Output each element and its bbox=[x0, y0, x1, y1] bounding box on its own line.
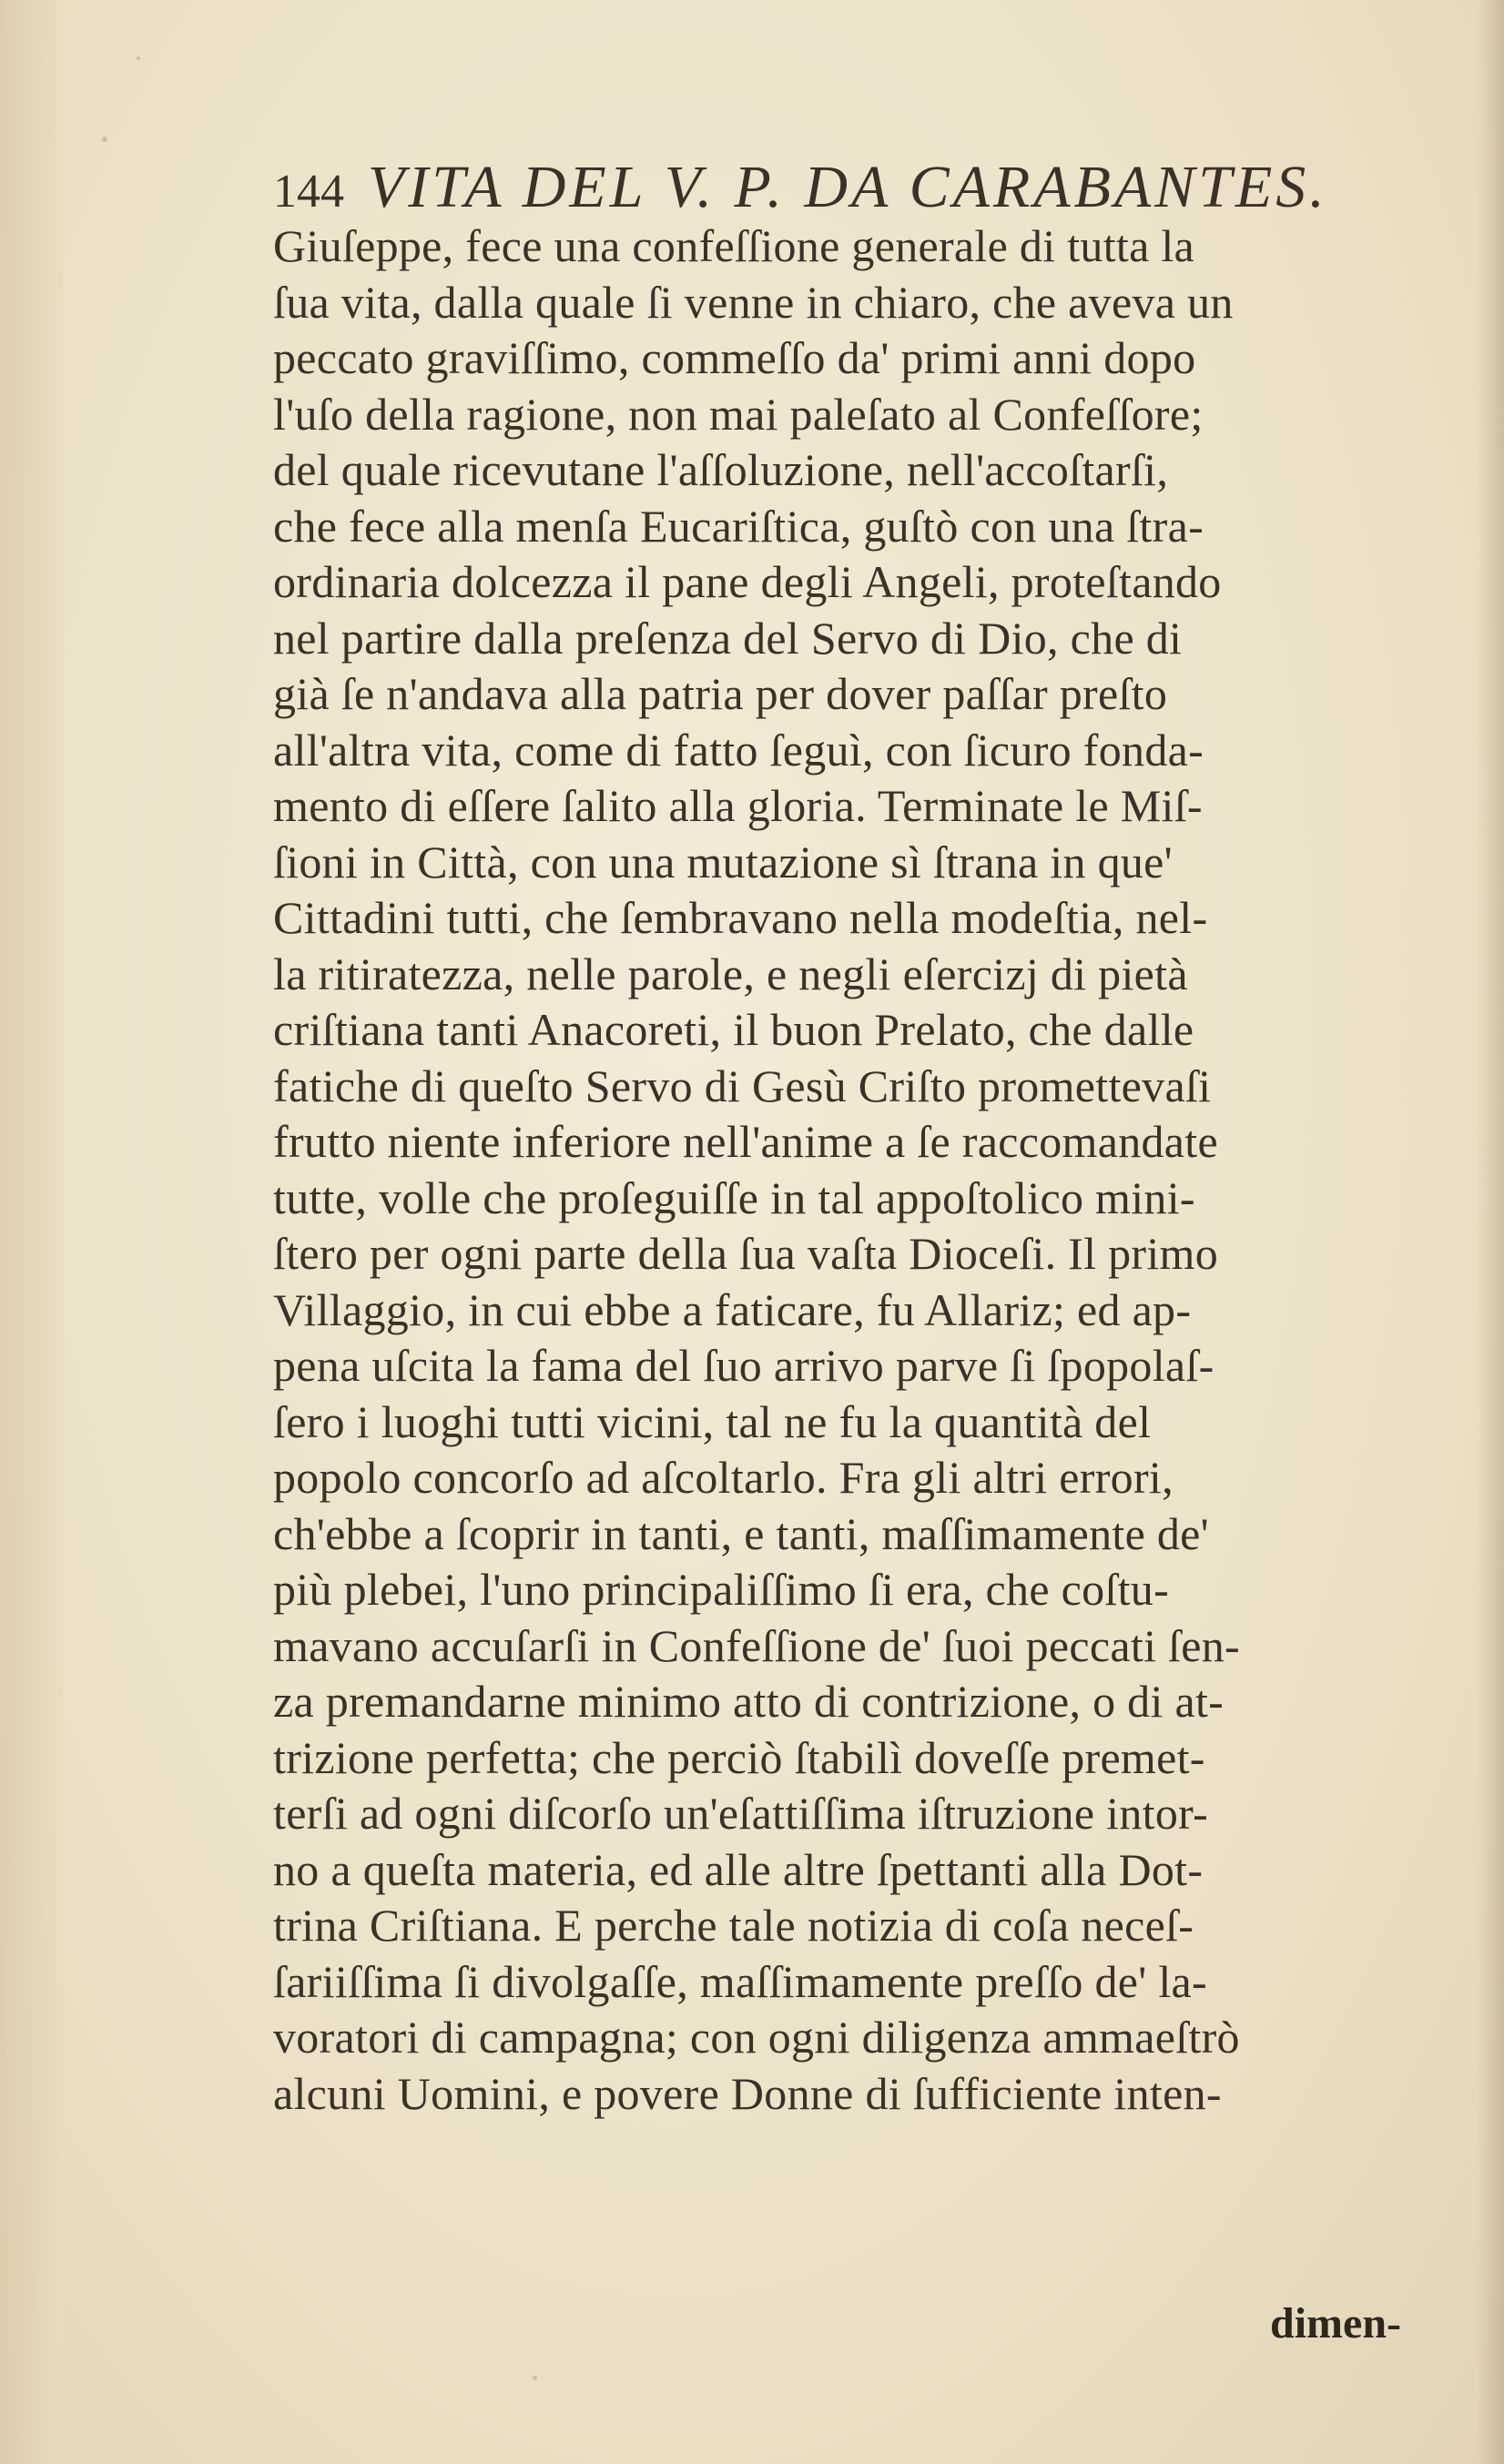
text-line: voratori di campagna; con ogni diligenza ammaeſtrò bbox=[273, 2012, 1240, 2063]
text-line: alcuni Uomini, e povere Donne di ſufficiente inten- bbox=[273, 2067, 1222, 2119]
text-line: più plebei, l'uno principaliſſimo ſi era, che coſtu- bbox=[273, 1564, 1170, 1615]
text-line: ch'ebbe a ſcoprir in tanti, e tanti, maſſimamente de' bbox=[273, 1507, 1209, 1559]
text-line: mavano accuſarſi in Confeſſione de' ſuoi peccati ſen- bbox=[273, 1619, 1240, 1671]
catchword: dimen- bbox=[1270, 2299, 1401, 2347]
page-header bbox=[273, 153, 1484, 220]
text-line: Villaggio, in cui ebbe a faticare, fu Allariz; ed ap- bbox=[273, 1283, 1192, 1335]
text-line: peccato graviſſimo, commeſſo da' primi anni dopo bbox=[273, 332, 1196, 383]
text-line: ſua vita, dalla quale ſi venne in chiaro, che aveva un bbox=[273, 276, 1234, 328]
text-line: popolo concorſo ad aſcoltarlo. Fra gli altri errori, bbox=[273, 1452, 1174, 1503]
text-line: l'uſo della ragione, non mai paleſato al Confeſſore; bbox=[273, 388, 1204, 440]
text-line: fatiche di queſto Servo di Gesù Criſto promettevaſi bbox=[273, 1060, 1212, 1111]
text-line: ſioni in Città, con una mutazione sì ſtrana in que' bbox=[273, 836, 1173, 887]
paper-speck bbox=[533, 2376, 537, 2380]
page-number: 144 bbox=[273, 166, 344, 218]
text-line: ſtero per ogni parte della ſua vaſta Dioceſi. Il primo bbox=[273, 1228, 1219, 1279]
text-line: za premandarne minimo atto di contrizione, o di at- bbox=[273, 1676, 1225, 1727]
text-line: nel partire dalla preſenza del Servo di Dio, che di bbox=[273, 612, 1183, 664]
text-line: pena uſcita la fama del ſuo arrivo parve ſi ſpopolaſ- bbox=[273, 1340, 1214, 1391]
text-line: Giuſeppe, fece una confeſſione generale di tutta la bbox=[273, 220, 1195, 271]
text-line: frutto niente inferiore nell'anime a ſe raccomandate bbox=[273, 1116, 1218, 1167]
body-text bbox=[273, 218, 1484, 2122]
text-line: terſi ad ogni diſcorſo un'eſattiſſima iſtruzione intor- bbox=[273, 1788, 1209, 1839]
text-line: ſero i luoghi tutti vicini, tal ne fu la quantità del bbox=[273, 1395, 1152, 1447]
text-line: ſariiſſima ſi divolgaſſe, maſſimamente preſſo de' la- bbox=[273, 1955, 1207, 2007]
text-line: mento di eſſere ſalito alla gloria. Terminate le Miſ- bbox=[273, 780, 1203, 831]
text-line: trina Criſtiana. E perche tale notizia di coſa neceſ- bbox=[273, 1900, 1194, 1951]
text-line: già ſe n'andava alla patria per dover paſſar preſto bbox=[273, 668, 1168, 719]
text-line: ordinaria dolcezza il pane degli Angeli, proteſtando bbox=[273, 556, 1222, 607]
text-line: che fece alla menſa Eucariſtica, guſtò con una ſtra- bbox=[273, 500, 1204, 552]
page-gutter-shadow bbox=[0, 0, 64, 2464]
text-line: tutte, volle che proſeguiſſe in tal appoſtolico mini- bbox=[273, 1171, 1195, 1223]
text-line: la ritiratezza, nelle parole, e negli eſercizj di pietà bbox=[273, 948, 1188, 999]
text-line: no a queſta materia, ed alle altre ſpettanti alla Dot- bbox=[273, 1843, 1204, 1895]
text-line: trizione perfetta; che perciò ſtabilì doveſſe premet- bbox=[273, 1731, 1205, 1783]
text-line: Cittadini tutti, che ſembravano nella modeſtia, nel- bbox=[273, 892, 1208, 943]
paper-speck bbox=[137, 56, 140, 60]
text-line: all'altra vita, come di fatto ſeguì, con ſicuro fonda- bbox=[273, 724, 1204, 776]
text-line: criſtiana tanti Anacoreti, il buon Prelato, che dalle bbox=[273, 1004, 1194, 1055]
running-head-title: VITA DEL V. P. DA CARABANTES. bbox=[368, 154, 1328, 220]
text-line: del quale ricevutane l'aſſoluzione, nell'accoſtarſi, bbox=[273, 444, 1169, 495]
paper-speck bbox=[102, 137, 107, 142]
